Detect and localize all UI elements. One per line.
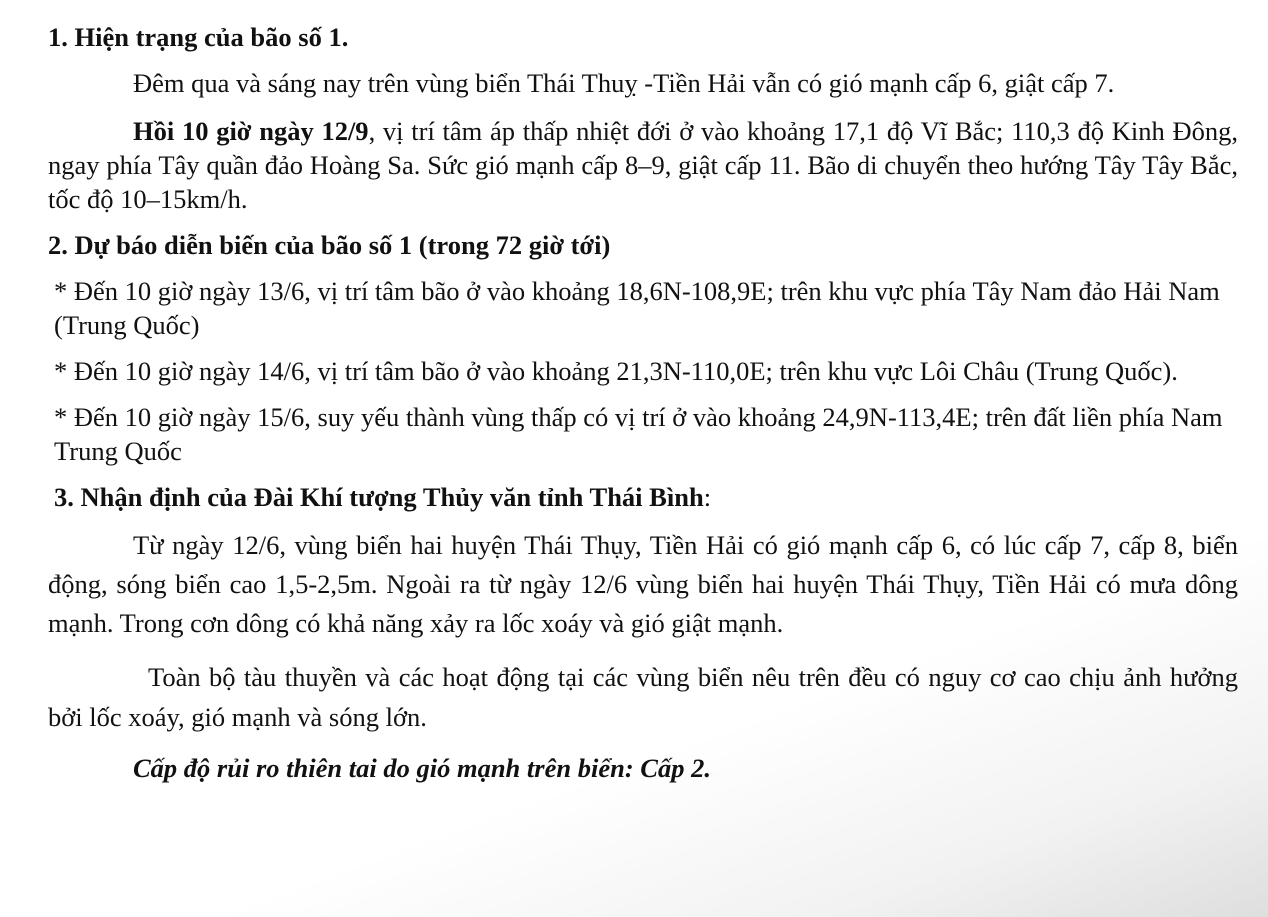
section-3-heading-suffix: : [703,482,712,512]
risk-level-statement: Cấp độ rủi ro thiên tai do gió mạnh trên biển: Cấp 2. [133,753,711,783]
section-1-paragraph-2-text: , vị trí tâm áp thấp nhiệt đới ở vào khoảng 17,1 độ Vĩ Bắc; 110,3 độ Kinh Đông, ngay phía Tây quần đảo Hoàng Sa. Sức gió mạnh cấp 8–9, giật cấp 11. Bão di chuyển theo hướng Tây Tây Bắc, tốc độ 10–15km/h. [48,116,1238,214]
section-1-heading: 1. Hiện trạng của bão số 1. [48,22,349,52]
forecast-item: * Đến 10 giờ ngày 14/6, vị trí tâm bão ở vào khoảng 21,3N-110,0E; trên khu vực Lôi Châu (Trung Quốc). [54,356,1178,386]
section-3-paragraph-2: Toàn bộ tàu thuyền và các hoạt động tại các vùng biển nêu trên đều có nguy cơ cao chịu ảnh hưởng bởi lốc xoáy, gió mạnh và sóng lớn. [48,662,1238,732]
forecast-item: * Đến 10 giờ ngày 15/6, suy yếu thành vùng thấp có vị trí ở vào khoảng 24,9N-113,4E; trên đất liền phía Nam Trung Quốc [54,402,1223,466]
section-1-paragraph-2 [48,114,1238,216]
section-2-heading: 2. Dự báo diễn biến của bão số 1 (trong 72 giờ tới) [48,230,611,260]
forecast-item: * Đến 10 giờ ngày 13/6, vị trí tâm bão ở vào khoảng 18,6N-108,9E; trên khu vực phía Tây Nam đảo Hải Nam (Trung Quốc) [54,276,1220,340]
section-3-heading-line [48,480,1238,514]
section-3-heading: 3. Nhận định của Đài Khí tượng Thủy văn tỉnh Thái Bình [54,482,704,512]
section-3-paragraph-1: Từ ngày 12/6, vùng biển hai huyện Thái Thụy, Tiền Hải có gió mạnh cấp 6, có lúc cấp 7, cấp 8, biển động, sóng biển cao 1,5-2,5m. Ngoài ra từ ngày 12/6 vùng biển hai huyện Thái Thụy, Tiền Hải có mưa dông mạnh. Trong cơn dông có khả năng xảy ra lốc xoáy và gió giật mạnh. [48,530,1238,638]
section-1-paragraph-1: Đêm qua và sáng nay trên vùng biển Thái Thuỵ -Tiền Hải vẫn có gió mạnh cấp 6, giật cấp 7. [133,68,1115,98]
report-time: Hồi 10 giờ ngày 12/9 [133,116,369,146]
